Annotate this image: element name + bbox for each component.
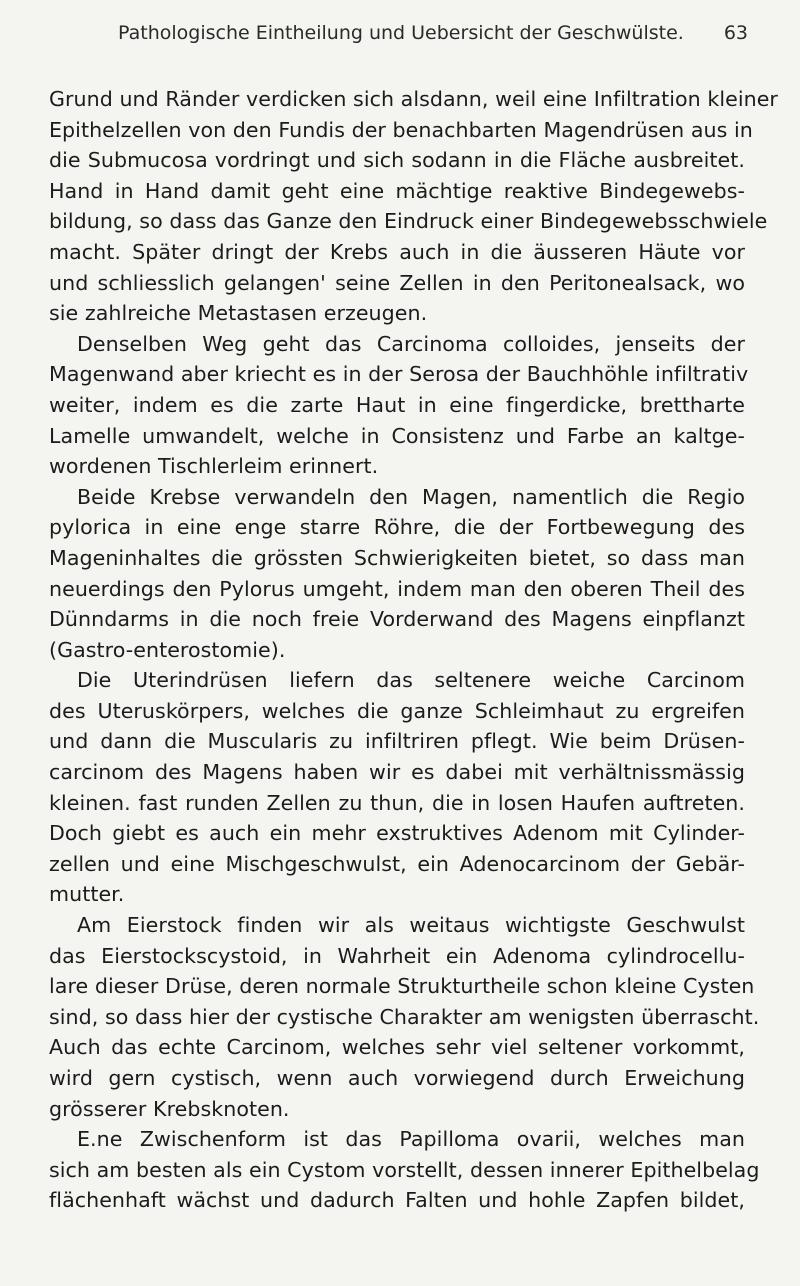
paragraph	[49, 665, 745, 910]
paragraph	[49, 84, 778, 329]
text-line: Hand in Hand damit geht eine mächtige reaktive Bindegewebs-	[49, 178, 745, 203]
text-line: Epithelzellen von den Fundis der benachbarten Magendrüsen aus in	[49, 117, 753, 142]
body-text	[49, 84, 778, 1216]
text-line: kleinen. fast runden Zellen zu thun, die in losen Haufen auftreten.	[49, 790, 745, 815]
text-line: macht. Später dringt der Krebs auch in die äusseren Häute vor	[49, 239, 745, 264]
text-line: Dünndarms in die noch freie Vorderwand des Magens einpflanzt	[49, 607, 745, 632]
text-line: und dann die Muscularis zu infiltriren pflegt. Wie beim Drüsen-	[49, 729, 745, 754]
paragraph	[49, 910, 760, 1124]
text-line: carcinom des Magens haben wir es dabei mit verhältnissmässig	[49, 760, 745, 785]
text-line: Doch giebt es auch ein mehr exstruktives Adenom mit Cylinder-	[49, 821, 745, 846]
text-line: (Gastro-enterostomie).	[49, 637, 286, 662]
running-title: Pathologische Eintheilung und Uebersicht der Geschwülste.	[118, 22, 684, 44]
text-line: Magenwand aber kriecht es in der Serosa der Bauchhöhle infiltrativ	[49, 362, 749, 387]
text-line: Die Uterindrüsen liefern das seltenere weiche Carcinom	[77, 668, 745, 693]
text-line: Am Eierstock finden wir als weitaus wichtigste Geschwulst	[77, 913, 745, 938]
text-line: pylorica in eine enge starre Röhre, die der Fortbewegung des	[49, 515, 745, 540]
text-line: wordenen Tischlerleim erinnert.	[49, 454, 379, 479]
text-line: Grund und Ränder verdicken sich alsdann, weil eine Infiltration kleiner	[49, 87, 778, 111]
text-line: wird gern cystisch, wenn auch vorwiegend durch Erweichung	[49, 1066, 745, 1090]
text-line: sind, so dass hier der cystische Charakter am wenigsten überrascht.	[49, 1004, 760, 1029]
text-line: zellen und eine Mischgeschwulst, ein Adenocarcinom der Gebär-	[49, 851, 745, 876]
text-line: grösserer Krebsknoten.	[49, 1096, 290, 1121]
running-header	[118, 22, 748, 50]
paragraph	[49, 482, 745, 666]
text-line: Lamelle umwandelt, welche in Consistenz und Farbe an kaltge-	[49, 423, 745, 448]
text-line: Mageninhaltes die grössten Schwierigkeiten bietet, so dass man	[49, 545, 745, 570]
text-line: mutter.	[49, 882, 125, 907]
text-line: Beide Krebse verwandeln den Magen, namentlich die Regio	[77, 484, 745, 509]
text-line: Auch das echte Carcinom, welches sehr viel seltener vorkommt,	[49, 1035, 745, 1060]
paragraph	[49, 1124, 760, 1216]
text-line: des Uteruskörpers, welches die ganze Schleimhaut zu ergreifen	[49, 698, 745, 723]
text-line: bildung, so dass das Ganze den Eindruck einer Bindegewebsschwiele	[49, 209, 768, 234]
text-line: das Eierstockscystoid, in Wahrheit ein Adenoma cylindrocellu-	[49, 943, 745, 968]
text-line: die Submucosa vordringt und sich sodann in die Fläche ausbreitet.	[49, 148, 745, 173]
text-line: E.ne Zwischenform ist das Papilloma ovarii, welches man	[77, 1127, 745, 1152]
text-line: sie zahlreiche Metastasen erzeugen.	[49, 301, 428, 326]
text-line: neuerdings den Pylorus umgeht, indem man den oberen Theil des	[49, 576, 745, 601]
paragraph	[49, 329, 749, 482]
text-line: sich am besten als ein Cystom vorstellt, dessen innerer Epithelbelag	[49, 1157, 760, 1182]
text-line: Denselben Weg geht das Carcinoma colloides, jenseits der	[77, 331, 745, 356]
text-line: lare dieser Drüse, deren normale Strukturtheile schon kleine Cysten	[49, 974, 755, 999]
text-line: weiter, indem es die zarte Haut in eine fingerdicke, brettharte	[49, 392, 745, 417]
page-number: 63	[723, 22, 748, 44]
text-line: flächenhaft wächst und dadurch Falten und hohle Zapfen bildet,	[49, 1188, 745, 1213]
text-line: und schliesslich gelangen' seine Zellen in den Peritonealsack, wo	[49, 270, 745, 295]
